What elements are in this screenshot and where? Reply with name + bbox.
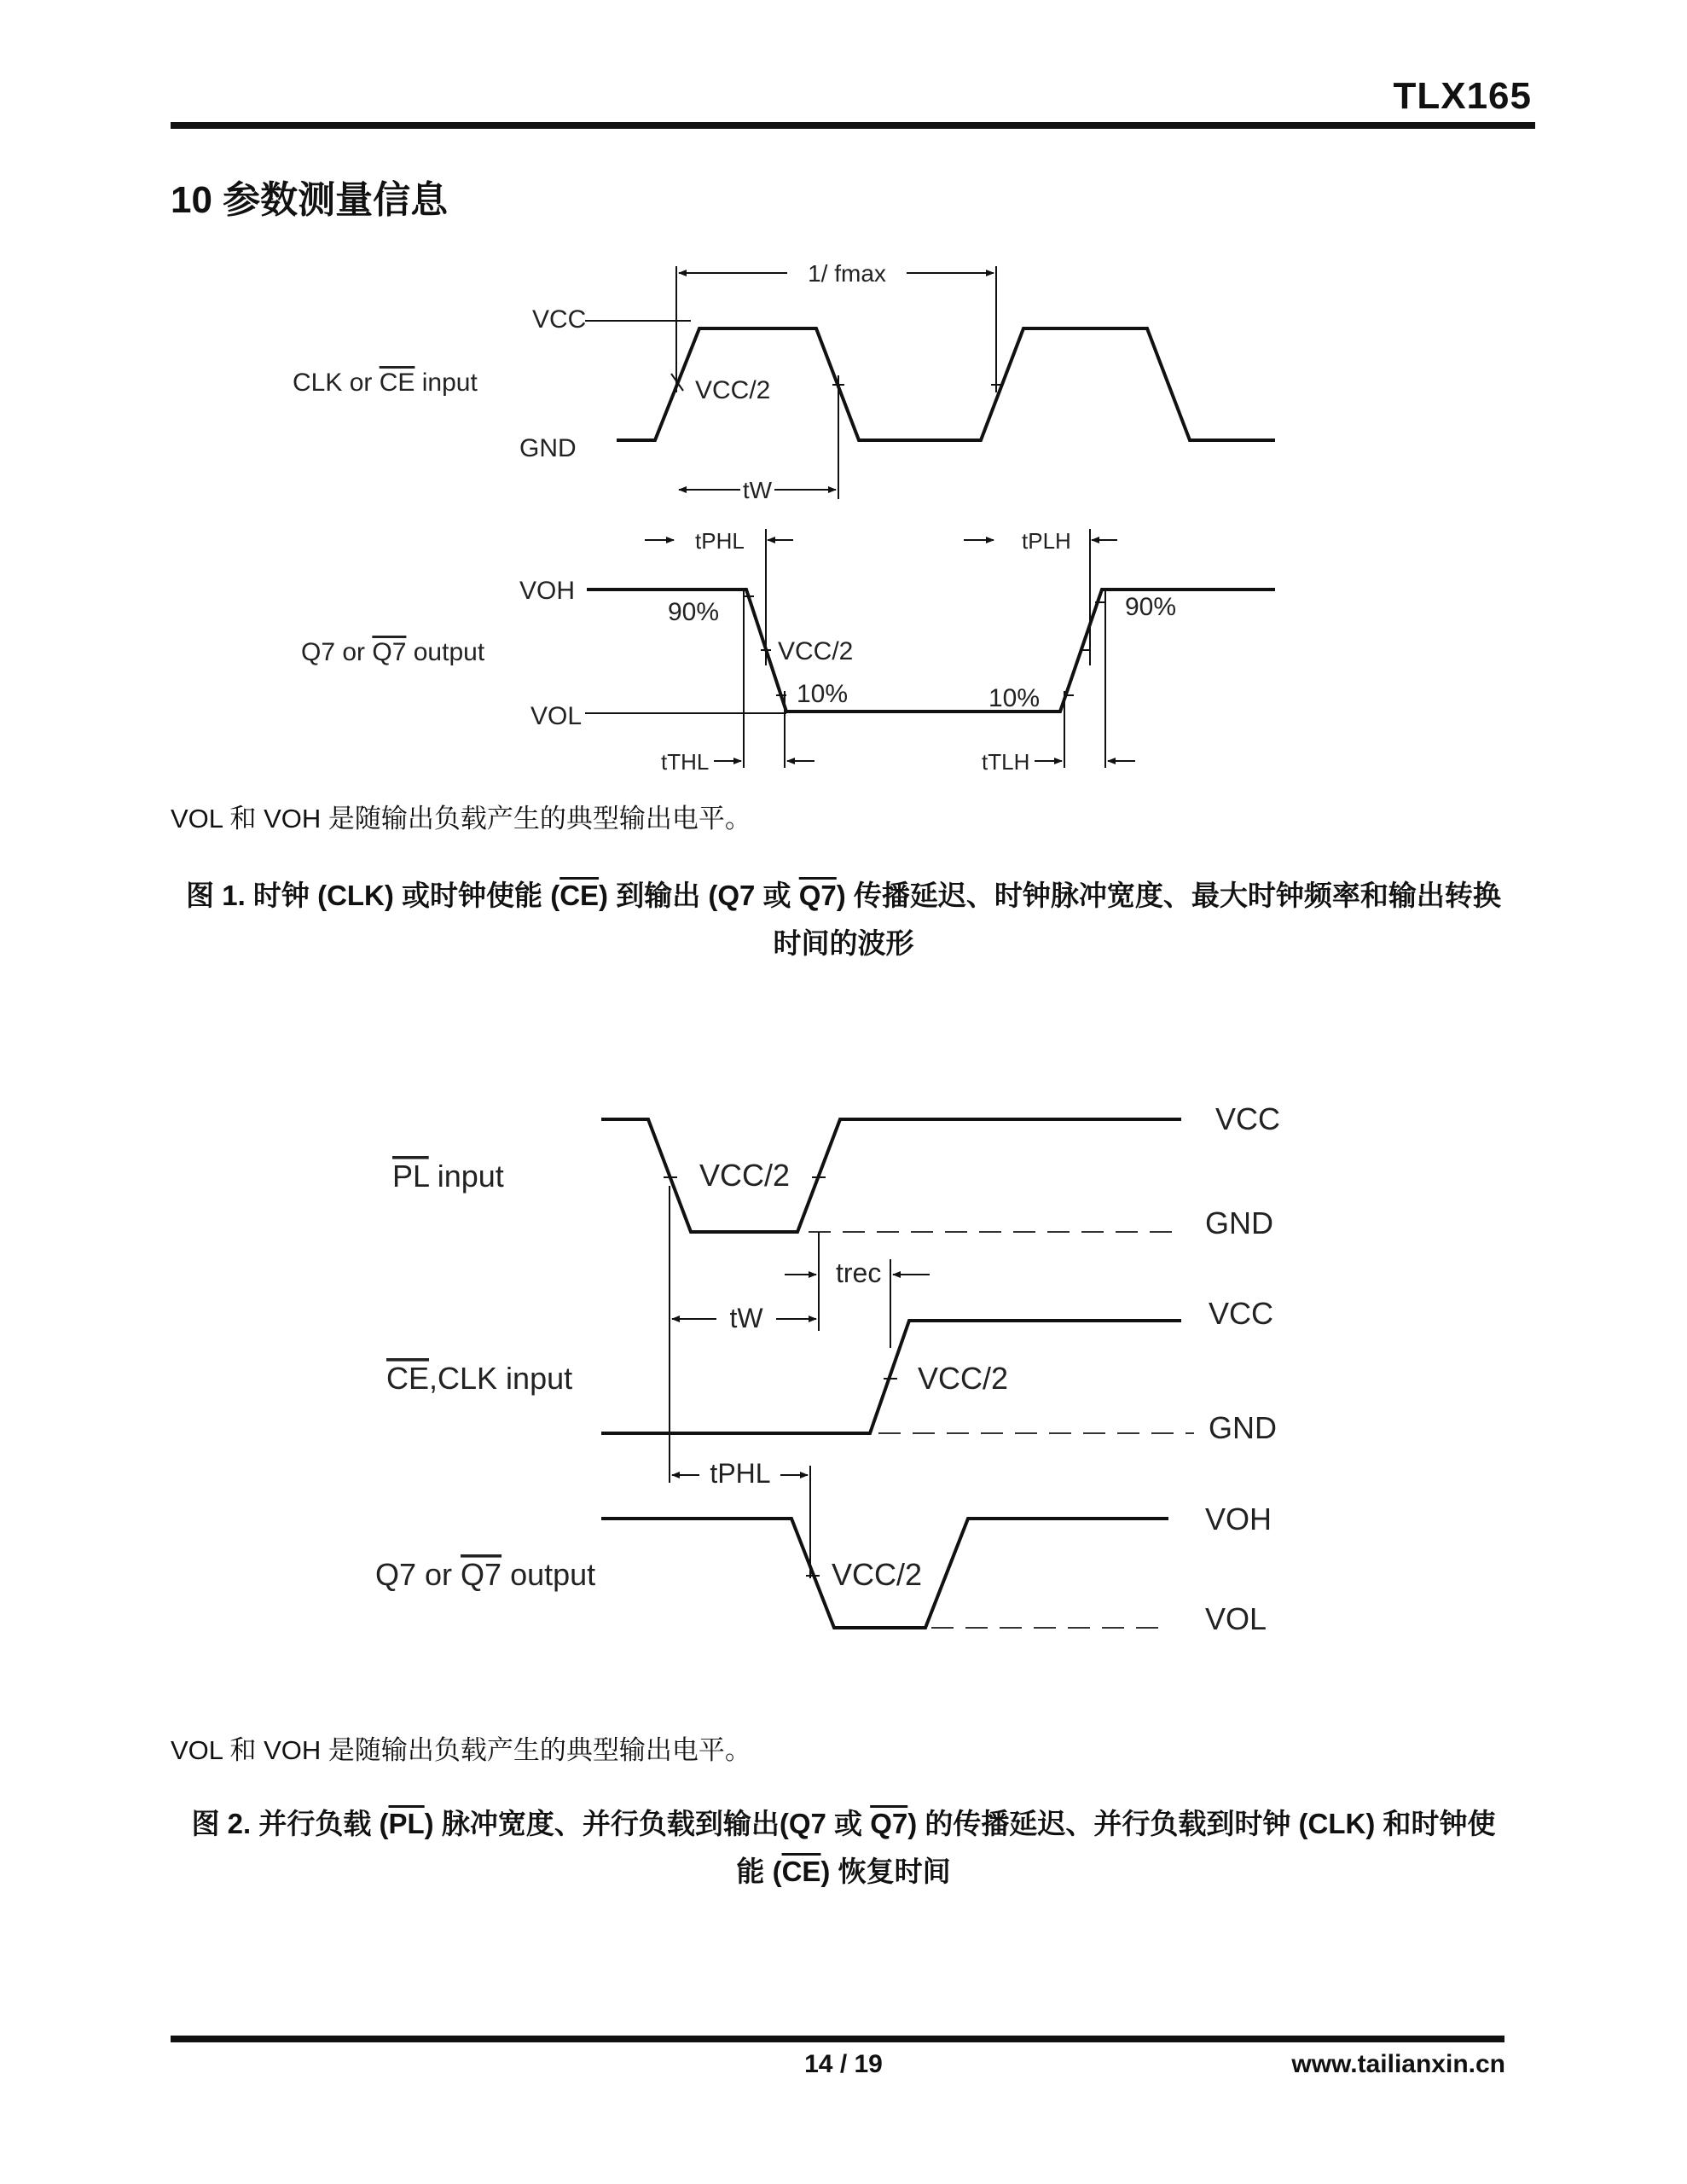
ce-vcc-half-label: VCC/2 bbox=[918, 1361, 1009, 1396]
gnd-label-2: GND bbox=[1209, 1410, 1277, 1445]
figure2-timing-diagram bbox=[0, 1083, 1687, 1636]
document-title: TLX165 bbox=[1393, 75, 1532, 117]
period-label: 1/ fmax bbox=[808, 260, 886, 287]
tplh-label: tPLH bbox=[1022, 528, 1071, 554]
figure1-caption-line1: 图 1. 时钟 (CLK) 或时钟使能 $(\overline{CE})$ 到输出 (Q7 或 Q7) 传播延迟、时钟脉冲宽度、最大时钟频率和输出转换 bbox=[186, 880, 1501, 911]
figure2-caption-line1: 图 2. 并行负载 $(\overline{PL})$ 脉冲宽度、并行负载到输出(Q7 或 Q7) 的传播延迟、并行负载到时钟 (CLK) 和时钟使 bbox=[191, 1808, 1496, 1839]
figure1-caption bbox=[171, 872, 1516, 967]
gnd-label: GND bbox=[519, 434, 577, 462]
figure2-note: VOL 和 VOH 是随输出负载产生的典型输出电平。 bbox=[171, 1735, 751, 1765]
figure1-timing-diagram bbox=[0, 247, 1687, 776]
vol-label-2: VOL bbox=[1205, 1601, 1267, 1636]
footer-rule bbox=[171, 2036, 1504, 2042]
q7-overline: Q7 bbox=[372, 638, 407, 666]
ce-overline: CE bbox=[379, 369, 415, 397]
pct90-right: 90% bbox=[1125, 593, 1177, 621]
voh-label-2: VOH bbox=[1205, 1502, 1272, 1536]
tthl-label: tTHL bbox=[661, 749, 710, 775]
output-vcc-half-label: VCC/2 bbox=[778, 637, 854, 665]
ce-clk-input-label: CE,CLK input bbox=[386, 1361, 573, 1396]
output-label: Q7 or Q7 output bbox=[301, 638, 485, 666]
pct90-left: 90% bbox=[668, 598, 720, 626]
tw-label: tW bbox=[742, 477, 773, 503]
trec-label: trec bbox=[836, 1258, 882, 1288]
voh-label: VOH bbox=[519, 577, 576, 605]
footer-url: www.tailianxin.cn bbox=[1291, 2050, 1505, 2078]
ttlh-label: tTLH bbox=[982, 749, 1030, 775]
figure1-note: VOL 和 VOH 是随输出负载产生的典型输出电平。 bbox=[171, 804, 751, 834]
pct10-right: 10% bbox=[988, 684, 1041, 712]
figure2-caption bbox=[171, 1800, 1516, 1896]
pct10-left: 10% bbox=[797, 680, 849, 708]
gnd-label-1: GND bbox=[1205, 1205, 1273, 1240]
output-label-2: Q7 or Q7 output bbox=[375, 1557, 596, 1592]
vcc-label-2: VCC bbox=[1209, 1296, 1274, 1331]
pl-vcc-half-label: VCC/2 bbox=[699, 1158, 791, 1193]
tphl-label: tPHL bbox=[695, 528, 745, 554]
tw-label-2: tW bbox=[729, 1303, 763, 1333]
clk-vcc-half-label: VCC/2 bbox=[695, 376, 771, 404]
vol-label: VOL bbox=[530, 702, 583, 730]
figure2-caption-line2: 能 $(\overline{CE})$ 恢复时间 bbox=[736, 1856, 951, 1887]
clk-input-label: CLK or CE input bbox=[293, 369, 478, 397]
header-rule bbox=[171, 122, 1535, 129]
pl-waveform bbox=[601, 1119, 1181, 1232]
page-number: 14 / 19 bbox=[804, 2050, 883, 2078]
tphl-label-2: tPHL bbox=[710, 1458, 771, 1489]
output-vcc-half-label-2: VCC/2 bbox=[832, 1557, 923, 1592]
pl-input-label: PL input bbox=[392, 1159, 504, 1194]
vcc-label-1: VCC bbox=[1215, 1101, 1281, 1136]
figure1-caption-line2: 时间的波形 bbox=[773, 927, 914, 959]
section-title: 10 参数测量信息 bbox=[171, 179, 449, 221]
vcc-label: VCC bbox=[532, 305, 587, 334]
